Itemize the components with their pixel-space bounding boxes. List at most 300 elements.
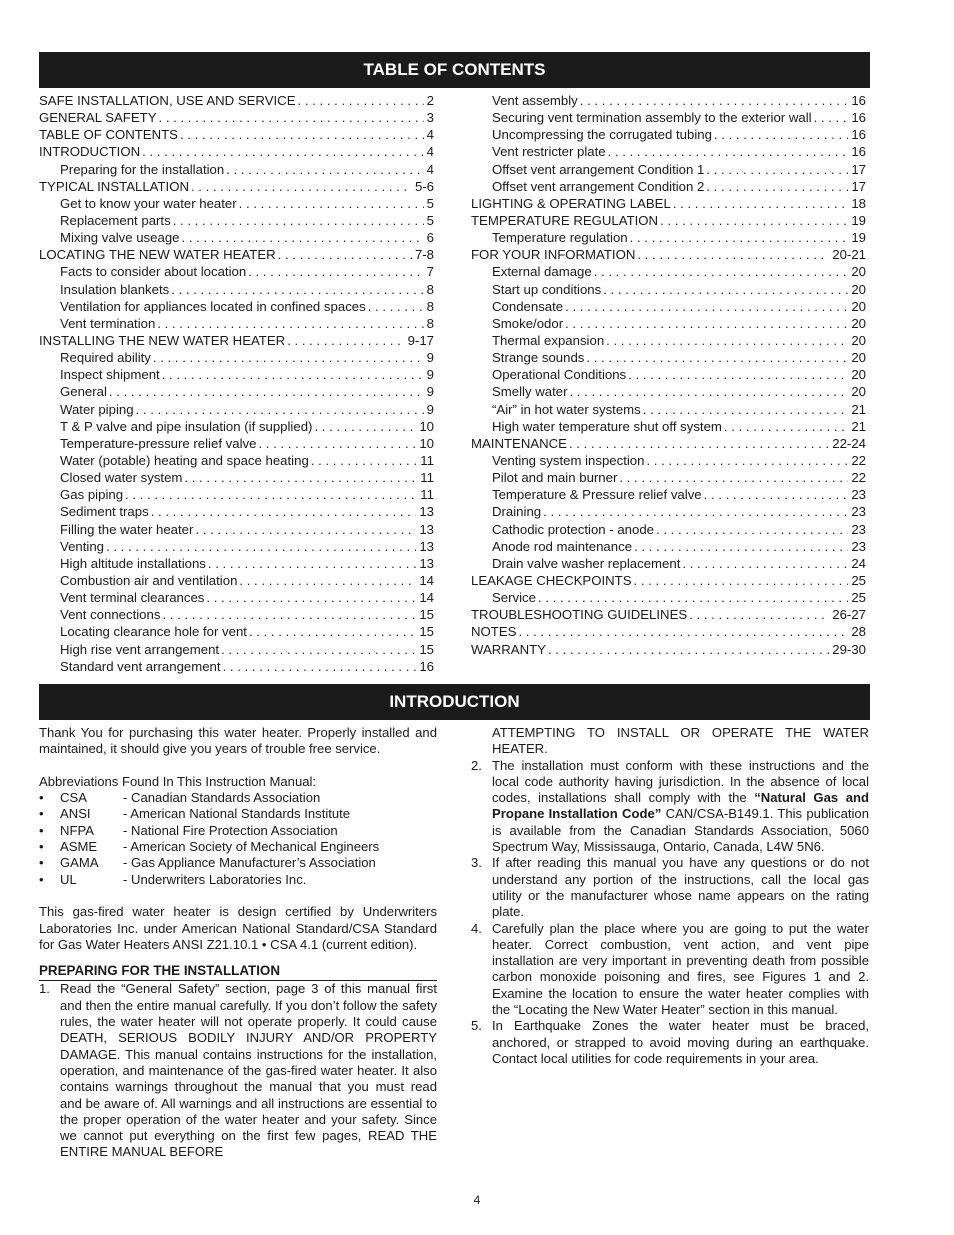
toc-entry-label: Filling the water heater — [60, 521, 194, 537]
toc-leader-dots — [630, 229, 849, 246]
toc-entry-page: 20 — [851, 332, 866, 348]
toc-entry-label: NOTES — [471, 624, 517, 640]
introduction-banner: INTRODUCTION — [39, 684, 870, 720]
toc-entry-page: 5-6 — [414, 178, 434, 194]
toc-leader-dots — [619, 469, 848, 486]
toc-entry-label: High altitude installations — [60, 555, 206, 571]
toc-entry-label: “Air” in hot water systems — [492, 401, 641, 417]
toc-entry-label: Required ability — [60, 350, 151, 366]
toc-entry-label: WARRANTY — [471, 641, 546, 657]
toc-entry-label: Vent termination — [60, 315, 156, 331]
toc-entry-label: Venting system inspection — [492, 452, 645, 468]
toc-leader-dots — [660, 212, 848, 229]
toc-entry-page: 16 — [851, 93, 866, 108]
toc-leader-dots — [706, 178, 848, 195]
bullet-icon: • — [39, 855, 44, 871]
toc-entry — [39, 469, 434, 486]
toc-leader-dots — [586, 349, 848, 366]
toc-entry — [39, 383, 434, 400]
toc-entry — [471, 229, 866, 246]
toc-entry — [471, 641, 866, 658]
toc-entry-page: 10 — [419, 435, 434, 451]
toc-entry-page: 15 — [419, 624, 434, 640]
toc-entry — [471, 298, 866, 315]
toc-leader-dots — [162, 366, 424, 383]
toc-entry-page: 23 — [851, 538, 866, 554]
step-text: The installation must conform with these instructions and the local code authority having jurisdiction. In the absence of local codes, installations shall comply with the “Natural Gas and Propane Installation Code” CAN/CSA-B149.1. This publication is available from the Canadian Standards Association, 5060 Spectrum Way, Mississauga, Ontario, Canada, L4W 5N6. — [492, 757, 869, 855]
bullet-icon: • — [39, 790, 44, 806]
toc-entry-page: 17 — [851, 161, 866, 177]
intro-certification: This gas-fired water heater is design certified by Underwriters Laboratories Inc. under American National Standard/CSA Standard for Gas Water Heaters ANSI Z21.10.1 • CSA 4.1 (current edition). — [39, 904, 437, 952]
toc-entry — [471, 195, 866, 212]
toc-leader-dots — [173, 212, 424, 229]
toc-entry-page: 14 — [419, 590, 434, 606]
toc-leader-dots — [634, 572, 849, 589]
toc-leader-dots — [634, 538, 848, 555]
abbr-desc: - American National Standards Institute — [123, 806, 351, 822]
toc-leader-dots — [682, 555, 848, 572]
abbr-desc: - Gas Appliance Manufacturer’s Association — [123, 855, 376, 871]
toc-entry-page: 17 — [851, 178, 866, 194]
step-number: 2. — [471, 757, 482, 773]
install-step-2 — [471, 758, 869, 856]
abbr-code: GAMA — [60, 855, 99, 871]
toc-leader-dots — [608, 143, 849, 160]
toc-entry — [39, 572, 434, 589]
step-number: 1. — [39, 981, 50, 997]
bullet-icon: • — [39, 822, 44, 838]
toc-entry-label: Temperature-pressure relief valve — [60, 435, 257, 451]
install-step-5 — [471, 1018, 869, 1067]
toc-entry-page: 16 — [851, 127, 866, 143]
toc-entry — [39, 349, 434, 366]
intro-left-column — [39, 725, 437, 1161]
abbr-item — [39, 823, 437, 839]
toc-leader-dots — [569, 383, 848, 400]
toc-entry-label: Anode rod maintenance — [492, 538, 633, 554]
toc-entry-page: 9-17 — [407, 332, 434, 348]
toc-leader-dots — [206, 589, 416, 606]
toc-entry — [471, 486, 866, 503]
toc-leader-dots — [153, 349, 424, 366]
toc-leader-dots — [182, 229, 424, 246]
abbr-item — [39, 872, 437, 888]
toc-entry-label: Service — [492, 590, 536, 606]
toc-entry — [471, 332, 866, 349]
toc-entry-page: 20 — [851, 298, 866, 314]
toc-entry-page: 22 — [851, 452, 866, 468]
abbr-heading: Abbreviations Found In This Instruction Manual: — [39, 773, 317, 789]
step-number: 5. — [471, 1018, 482, 1034]
toc-leader-dots — [162, 606, 416, 623]
abbr-item — [39, 790, 437, 806]
toc-entry — [39, 521, 434, 538]
page-number: 4 — [473, 1193, 481, 1207]
toc-entry — [39, 298, 434, 315]
toc-entry-page: 8 — [426, 281, 434, 297]
toc-entry-page: 19 — [851, 212, 866, 228]
toc-entry — [39, 589, 434, 606]
toc-entry — [471, 521, 866, 538]
toc-leader-dots — [191, 178, 412, 195]
toc-entry — [471, 623, 866, 640]
toc-leader-dots — [106, 538, 416, 555]
toc-leader-dots — [565, 298, 848, 315]
abbr-desc: - American Society of Mechanical Engineers — [123, 839, 380, 855]
toc-entry — [471, 452, 866, 469]
toc-leader-dots — [248, 263, 423, 280]
toc-entry-label: General — [60, 384, 107, 400]
abbr-desc: - National Fire Protection Association — [123, 822, 338, 838]
toc-leader-dots — [565, 315, 848, 332]
toc-banner: TABLE OF CONTENTS — [39, 52, 870, 88]
toc-leader-dots — [689, 606, 829, 623]
toc-entry — [471, 212, 866, 229]
toc-entry-page: 8 — [426, 315, 434, 331]
toc-entry-page: 9 — [426, 350, 434, 366]
toc-entry-page: 20 — [851, 315, 866, 331]
toc-leader-dots — [656, 521, 848, 538]
toc-leader-dots — [151, 503, 417, 520]
toc-leader-dots — [628, 366, 848, 383]
toc-entry-page: 9 — [426, 384, 434, 400]
toc-leader-dots — [724, 418, 848, 435]
toc-entry — [39, 263, 434, 280]
step-number: 3. — [471, 855, 482, 871]
toc-leader-dots — [543, 503, 848, 520]
toc-entry-page: 23 — [851, 521, 866, 537]
toc-entry — [39, 109, 434, 126]
abbr-list — [39, 790, 437, 888]
toc-entry — [471, 503, 866, 520]
toc-leader-dots — [287, 332, 404, 349]
toc-entry — [471, 366, 866, 383]
toc-leader-dots — [814, 109, 849, 126]
toc-entry — [471, 263, 866, 280]
toc-leader-dots — [606, 332, 848, 349]
toc-entry — [471, 92, 866, 109]
toc-entry-label: T & P valve and pipe insulation (if supplied) — [60, 418, 313, 434]
toc-entry-label: GENERAL SAFETY — [39, 110, 157, 126]
toc-entry-label: Ventilation for appliances located in confined spaces — [60, 298, 366, 314]
step-number: 4. — [471, 920, 482, 936]
abbr-code: ANSI — [60, 806, 91, 822]
toc-entry-label: Operational Conditions — [492, 367, 627, 383]
toc-entry-page: 2 — [426, 93, 434, 108]
step-text: ATTEMPTING TO INSTALL OR OPERATE THE WATER HEATER. — [492, 725, 869, 757]
toc-entry-label: Strange sounds — [492, 350, 585, 366]
abbr-code: CSA — [60, 790, 87, 806]
toc-leader-dots — [580, 92, 849, 109]
toc-entry-label: INSTALLING THE NEW WATER HEATER — [39, 332, 286, 348]
toc-entry-page: 24 — [851, 555, 866, 571]
toc-entry-label: Thermal expansion — [492, 332, 605, 348]
toc-entry-label: INTRODUCTION — [39, 144, 141, 160]
toc-entry-label: Smoke/odor — [492, 315, 564, 331]
toc-entry — [39, 315, 434, 332]
toc-leader-dots — [673, 195, 849, 212]
toc-entry-page: 13 — [419, 521, 434, 537]
abbr-desc: - Underwriters Laboratories Inc. — [123, 871, 307, 887]
toc-entry-label: TEMPERATURE REGULATION — [471, 212, 659, 228]
toc-entry-page: 11 — [420, 470, 434, 486]
toc-entry-page: 29-30 — [832, 641, 866, 657]
toc-entry-page: 18 — [851, 195, 866, 211]
toc-leader-dots — [706, 161, 848, 178]
toc-entry-page: 6 — [426, 230, 434, 246]
toc-entry-label: FOR YOUR INFORMATION — [471, 247, 636, 263]
toc-left-column — [39, 92, 434, 675]
abbr-code: NFPA — [60, 822, 94, 838]
toc-entry — [39, 658, 434, 675]
toc-leader-dots — [239, 195, 424, 212]
toc-entry-page: 25 — [851, 590, 866, 606]
toc-entry-label: Temperature regulation — [492, 230, 628, 246]
toc-entry — [39, 195, 434, 212]
toc-leader-dots — [223, 658, 417, 675]
toc-entry — [39, 503, 434, 520]
toc-leader-dots — [125, 486, 417, 503]
install-step-1 — [39, 981, 437, 1160]
toc-entry — [471, 418, 866, 435]
toc-entry-page: 14 — [419, 572, 434, 588]
toc-entry-page: 11 — [420, 487, 434, 503]
toc-entry-page: 16 — [851, 110, 866, 126]
toc-entry — [39, 623, 434, 640]
toc-entry-label: Venting — [60, 538, 104, 554]
toc-entry — [39, 229, 434, 246]
toc-leader-dots — [142, 143, 424, 160]
toc-entry — [471, 538, 866, 555]
toc-entry-label: Vent restricter plate — [492, 144, 606, 160]
toc-entry-page: 7 — [426, 264, 434, 280]
toc-entry-page: 22-24 — [832, 435, 866, 451]
toc-entry-label: Uncompressing the corrugated tubing — [492, 127, 712, 143]
step-text: Read the “General Safety” section, page 3 of this manual first and then the entire manual carefully. If you don’t follow the safety rules, the water heater will not operate properly. It could cause DEATH, SERIOUS BODILY INJURY AND/OR PROPERTY DAMAGE. This manual contains instructions for the installation, operation, and maintenance of the gas-fired water heater. It also contains warnings throughout the manual that you must read and be aware of. All warnings and all instructions are essential to the proper operation of the water heater and your safety. Since we cannot put everything on the first few pages, READ THE ENTIRE MANUAL BEFORE — [60, 981, 437, 1160]
toc-leader-dots — [594, 263, 849, 280]
toc-entry-page: 23 — [851, 504, 866, 520]
toc-entry-page: 10 — [419, 418, 434, 434]
toc-leader-dots — [157, 315, 423, 332]
toc-entry — [39, 606, 434, 623]
step-text: If after reading this manual you have any questions or do not understand any portion of the instructions, call the local gas utility or the manufacturer whose name appears on the rating plate. — [492, 855, 869, 920]
toc-entry — [39, 366, 434, 383]
toc-entry-page: 13 — [419, 555, 434, 571]
toc-entry — [39, 401, 434, 418]
toc-entry — [471, 435, 866, 452]
toc-entry — [39, 418, 434, 435]
toc-entry-page: 20 — [851, 384, 866, 400]
toc-leader-dots — [195, 521, 416, 538]
toc-entry-page: 20-21 — [832, 247, 866, 263]
toc-entry — [39, 281, 434, 298]
toc-entry-label: High water temperature shut off system — [492, 418, 722, 434]
toc-leader-dots — [643, 401, 849, 418]
toc-entry — [39, 332, 434, 349]
toc-entry — [39, 92, 434, 109]
preparing-heading: PREPARING FOR THE INSTALLATION — [39, 963, 437, 981]
toc-entry-page: 21 — [851, 418, 866, 434]
toc-entry-label: Pilot and main burner — [492, 470, 618, 486]
abbr-code: UL — [60, 871, 77, 887]
toc-entry-label: Offset vent arrangement Condition 2 — [492, 178, 705, 194]
toc-entry-page: 20 — [851, 367, 866, 383]
toc-entry-label: TYPICAL INSTALLATION — [39, 178, 189, 194]
toc-entry-label: Get to know your water heater — [60, 195, 237, 211]
toc-leader-dots — [314, 418, 416, 435]
bullet-icon: • — [39, 806, 44, 822]
toc-entry-label: Combustion air and ventilation — [60, 572, 238, 588]
toc-entry-label: Water piping — [60, 401, 134, 417]
toc-entry-label: High rise vent arrangement — [60, 641, 220, 657]
toc-leader-dots — [159, 109, 424, 126]
toc-entry-label: Preparing for the installation — [60, 161, 225, 177]
toc-entry-page: 21 — [851, 401, 866, 417]
code-title: “Natural Gas and Propane Installation Code” — [492, 790, 869, 822]
toc-entry — [471, 281, 866, 298]
toc-entry-page: 20 — [851, 350, 866, 366]
toc-leader-dots — [109, 383, 424, 400]
toc-entry — [471, 401, 866, 418]
toc-entry — [39, 126, 434, 143]
toc-entry — [39, 435, 434, 452]
bullet-icon: • — [39, 871, 44, 887]
abbr-desc: - Canadian Standards Association — [123, 790, 321, 806]
intro-right-column — [471, 725, 869, 1067]
toc-entry-label: LOCATING THE NEW WATER HEATER — [39, 247, 276, 263]
toc-leader-dots — [208, 555, 416, 572]
toc-entry-label: Drain valve washer replacement — [492, 555, 681, 571]
toc-entry — [471, 161, 866, 178]
bullet-icon: • — [39, 839, 44, 855]
toc-entry — [471, 178, 866, 195]
toc-entry-page: 11 — [420, 452, 434, 468]
toc-entry-label: Cathodic protection - anode — [492, 521, 655, 537]
abbr-item — [39, 839, 437, 855]
toc-leader-dots — [226, 161, 423, 178]
toc-entry — [39, 538, 434, 555]
toc-entry-page: 9 — [426, 367, 434, 383]
toc-entry-label: Vent connections — [60, 607, 161, 623]
toc-entry-page: 26-27 — [832, 607, 866, 623]
toc-leader-dots — [171, 281, 423, 298]
toc-entry-label: TABLE OF CONTENTS — [39, 127, 178, 143]
toc-entry-label: Inspect shipment — [60, 367, 160, 383]
toc-entry-label: Condensate — [492, 298, 564, 314]
toc-entry-label: Insulation blankets — [60, 281, 170, 297]
toc-entry — [471, 589, 866, 606]
toc-entry-label: External damage — [492, 264, 592, 280]
toc-entry — [39, 452, 434, 469]
toc-entry-label: Securing vent termination assembly to the exterior wall — [492, 110, 812, 126]
toc-entry-label: TROUBLESHOOTING GUIDELINES — [471, 607, 688, 623]
toc-entry-page: 16 — [419, 658, 434, 674]
toc-entry-label: Water (potable) heating and space heating — [60, 452, 309, 468]
toc-entry — [39, 555, 434, 572]
step-text: In Earthquake Zones the water heater must be braced, anchored, or strapped to avoid moving during an earthquake. Contact local utilities for code requirements in your area. — [492, 1018, 869, 1066]
toc-leader-dots — [518, 623, 848, 640]
toc-entry — [471, 606, 866, 623]
toc-leader-dots — [637, 246, 829, 263]
toc-entry — [471, 109, 866, 126]
toc-leader-dots — [603, 281, 848, 298]
toc-entry-page: 4 — [426, 161, 434, 177]
toc-entry-label: Closed water system — [60, 470, 183, 486]
toc-leader-dots — [239, 572, 416, 589]
toc-entry-page: 16 — [851, 144, 866, 160]
toc-entry-page: 20 — [851, 264, 866, 280]
toc-leader-dots — [714, 126, 848, 143]
toc-entry-label: Sediment traps — [60, 504, 149, 520]
toc-entry-label: Start up conditions — [492, 281, 602, 297]
toc-entry-page: 19 — [851, 230, 866, 246]
toc-entry — [471, 572, 866, 589]
toc-entry-page: 15 — [419, 607, 434, 623]
toc-entry-page: 28 — [851, 624, 866, 640]
toc-entry — [471, 349, 866, 366]
toc-leader-dots — [180, 126, 424, 143]
install-step-4 — [471, 921, 869, 1019]
toc-leader-dots — [136, 401, 424, 418]
toc-entry-label: Smelly water — [492, 384, 568, 400]
toc-entry-label: Replacement parts — [60, 212, 171, 228]
toc-entry-page: 4 — [426, 127, 434, 143]
toc-entry-page: 5 — [426, 212, 434, 228]
toc-entry — [471, 315, 866, 332]
toc-entry-page: 3 — [426, 110, 434, 126]
toc-leader-dots — [278, 246, 412, 263]
toc-entry-label: Locating clearance hole for vent — [60, 624, 247, 640]
toc-entry-label: Gas piping — [60, 487, 124, 503]
abbr-code: ASME — [60, 839, 98, 855]
toc-entry-page: 15 — [419, 641, 434, 657]
toc-leader-dots — [298, 92, 424, 109]
toc-entry-page: 5 — [426, 195, 434, 211]
toc-leader-dots — [646, 452, 848, 469]
toc-entry-label: Vent terminal clearances — [60, 590, 205, 606]
toc-entry-label: Facts to consider about location — [60, 264, 247, 280]
toc-entry — [39, 178, 434, 195]
toc-entry-label: LEAKAGE CHECKPOINTS — [471, 572, 632, 588]
toc-entry-page: 9 — [426, 401, 434, 417]
toc-entry-page: 13 — [419, 538, 434, 554]
toc-entry-page: 23 — [851, 487, 866, 503]
toc-entry-label: Temperature & Pressure relief valve — [492, 487, 702, 503]
toc-leader-dots — [221, 641, 416, 658]
toc-entry — [471, 555, 866, 572]
toc-entry-page: 20 — [851, 281, 866, 297]
toc-entry — [39, 246, 434, 263]
toc-leader-dots — [184, 469, 417, 486]
toc-entry — [471, 383, 866, 400]
toc-entry-page: 4 — [426, 144, 434, 160]
toc-entry-label: Draining — [492, 504, 542, 520]
step-text: Carefully plan the place where you are going to put the water heater. Correct combustion, vent action, and vent pipe installation are very important in preventing death from possible carbon monoxide poisoning and fires, see Figures 1 and 2. Examine the location to ensure the water heater complies with the “Locating the New Water Heater” section in this manual. — [492, 920, 869, 1018]
toc-entry-page: 22 — [851, 470, 866, 486]
toc-entry-label: MAINTENANCE — [471, 435, 567, 451]
toc-entry — [471, 143, 866, 160]
toc-entry-label: Mixing valve useage — [60, 230, 180, 246]
abbr-item — [39, 855, 437, 871]
toc-leader-dots — [311, 452, 418, 469]
toc-leader-dots — [704, 486, 849, 503]
toc-entry-label: SAFE INSTALLATION, USE AND SERVICE — [39, 93, 296, 108]
toc-right-column — [471, 92, 866, 658]
toc-entry-label: Standard vent arrangement — [60, 658, 221, 674]
toc-entry — [471, 246, 866, 263]
toc-entry — [471, 126, 866, 143]
toc-entry-page: 7-8 — [414, 247, 434, 263]
